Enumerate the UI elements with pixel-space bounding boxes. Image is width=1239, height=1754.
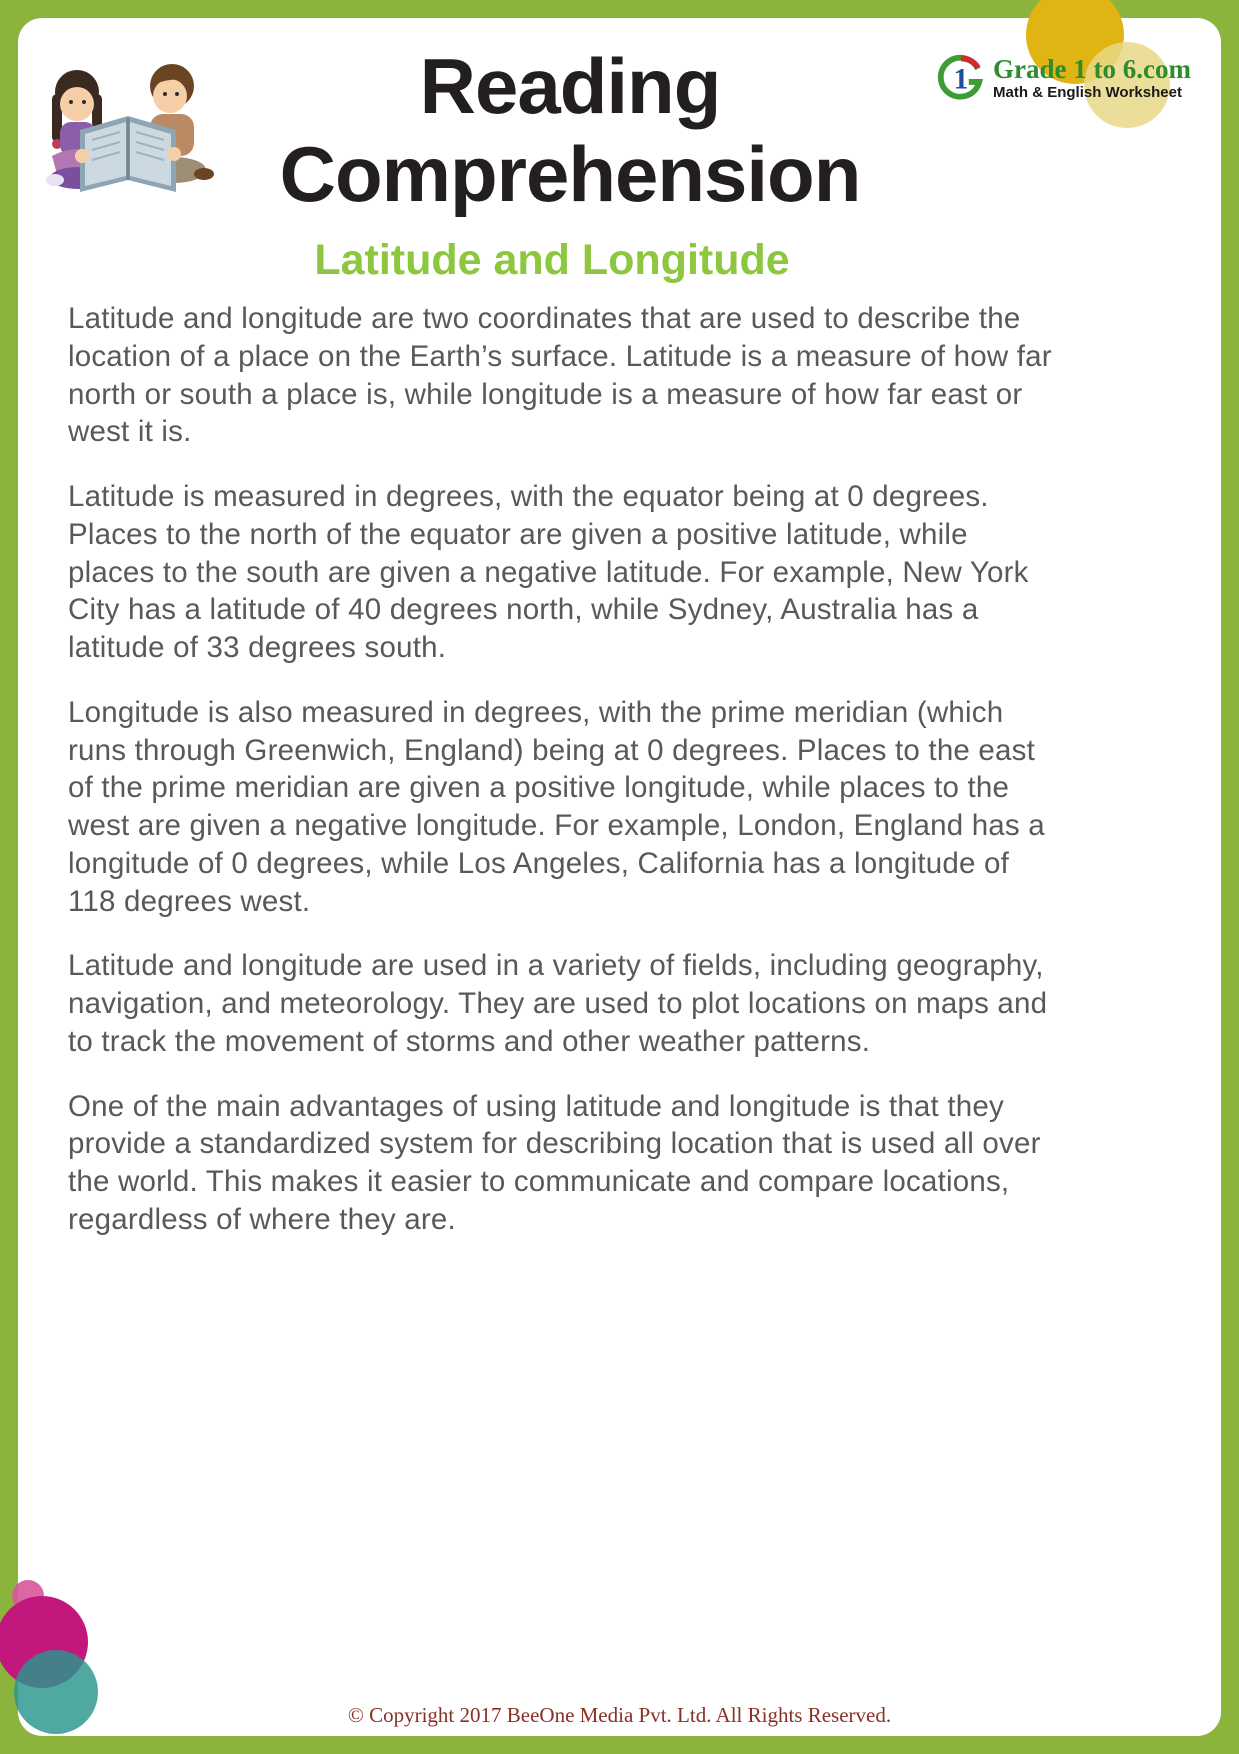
decorative-circle-teal [14,1650,98,1734]
open-book [75,116,181,192]
page-title-line1: Reading [419,42,721,130]
reading-passage [68,300,1053,1266]
passage-paragraph-5: One of the main advantages of using latitude and longitude is that they provide a standardized system for describing location that is used all over the world. This makes it easier to communicate and compare locations, regardless of where they are. [68,1089,1041,1236]
page-title [245,42,895,218]
kids-reading-illustration [22,28,237,233]
logo-site-name: Grade 1 to 6.com [993,54,1191,84]
grade1to6-logo-icon [935,52,987,104]
worksheet-subtitle: Latitude and Longitude [314,236,790,284]
copyright-notice: © Copyright 2017 BeeOne Media Pvt. Ltd. All Rights Reserved. [347,1703,892,1727]
logo-tagline: Math & English Worksheet [993,84,1182,101]
passage-paragraph-3: Longitude is also measured in degrees, with the prime meridian (which runs through Greenwich, England) being at 0 degrees. Places to the east of the prime meridian are given a positive longitude, while places to the west are given a negative longitude. For example, London, England has a longitude of 0 degrees, while Los Angeles, California has a longitude of 118 degrees west. [68,695,1045,918]
passage-paragraph-2: Latitude is measured in degrees, with the equator being at 0 degrees. Places to the north of the equator are given a positive latitude, while places to the south are given a negative latitude. For example, New York City has a latitude of 40 degrees north, while Sydney, Australia has a latitude of 33 degrees south. [68,480,1029,664]
svg-text:1: 1 [953,62,969,96]
grade1to6-logo [935,52,1191,104]
logo-text [993,52,1191,101]
passage-paragraph-1: Latitude and longitude are two coordinates that are used to describe the location of a place on the Earth’s surface. Latitude is a measure of how far north or south a place is, while longitude is a measure of how far east or west it is. [68,302,1052,449]
passage-paragraph-4: Latitude and longitude are used in a variety of fields, including geography, navigation, and meteorology. They are used to plot locations on maps and to track the movement of storms and other weather patterns. [68,949,1048,1058]
page-title-line2: Comprehension [279,130,861,218]
